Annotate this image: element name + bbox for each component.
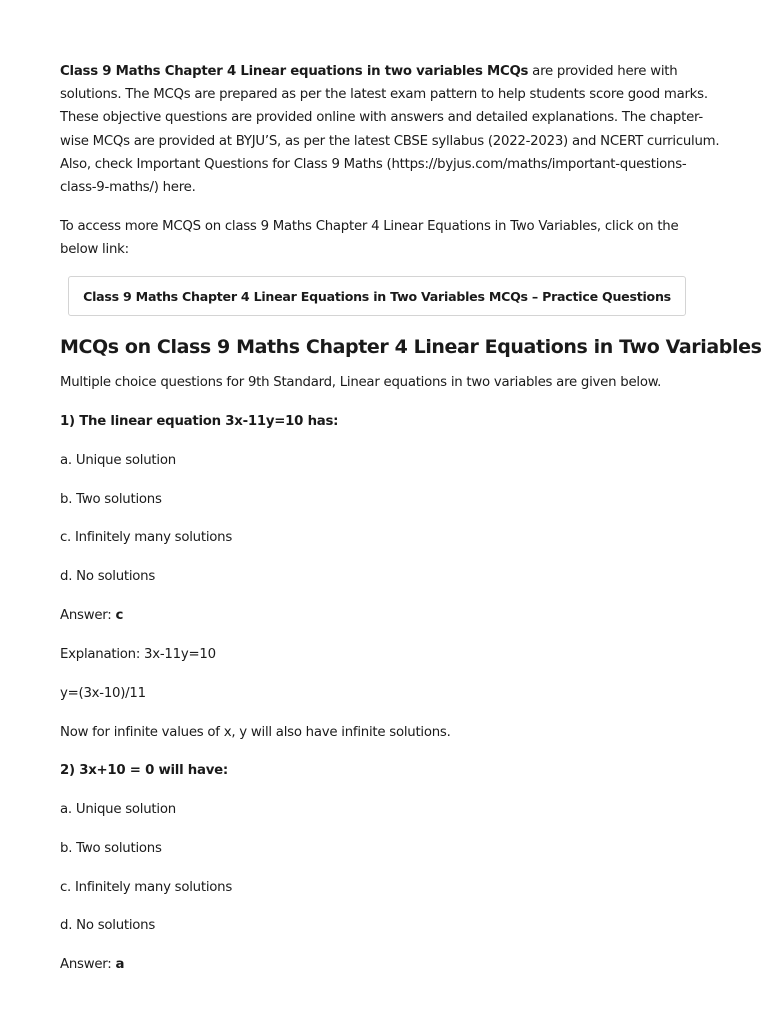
practice-questions-link[interactable]: Class 9 Maths Chapter 4 Linear Equations in Two Variables MCQs – Practice Questions [68, 276, 686, 316]
answer-value: a [115, 957, 125, 972]
access-more-text: To access more MCQS on class 9 Maths Chapter 4 Linear Equations in Two Variables, click on the below link: [60, 219, 679, 258]
answer-label: Answer: [60, 957, 116, 972]
question-1-option-a: a. Unique solution [60, 453, 176, 468]
question-2-option-c: c. Infinitely many solutions [60, 880, 233, 895]
question-1-answer [60, 608, 123, 623]
question-2-option-d: d. No solutions [60, 918, 156, 933]
intro-text: are provided here with solutions. The MCQs are prepared as per the latest exam pattern to help students score good marks. These objective questions are provided online with answers and detailed explanations. The chapter-wise MCQs are provided at BYJU’S, as per the latest CBSE syllabus (2022-2023) and NCERT curriculum. Also, check Important Questions for Class 9 Maths (https://byjus.com/maths/important-questions-class-9-maths/) here. [60, 64, 720, 196]
question-1-option-d: d. No solutions [60, 569, 156, 584]
answer-label: Answer: [60, 608, 116, 623]
section-heading: MCQs on Class 9 Maths Chapter 4 Linear Equations in Two Variables [60, 336, 762, 358]
answer-value: c [115, 608, 124, 623]
question-2-text: 2) 3x+10 = 0 will have: [60, 763, 228, 778]
question-1-option-c: c. Infinitely many solutions [60, 530, 233, 545]
question-2-answer [60, 957, 124, 972]
intro-paragraph [60, 60, 720, 199]
question-1-text: 1) The linear equation 3x-11y=10 has: [60, 414, 339, 429]
question-1-option-b: b. Two solutions [60, 492, 162, 507]
question-2-option-b: b. Two solutions [60, 841, 162, 856]
question-1-explanation-line-3: Now for infinite values of x, y will also have infinite solutions. [60, 725, 451, 740]
question-2-option-a: a. Unique solution [60, 802, 176, 817]
question-1-explanation-line-2: y=(3x-10)/11 [60, 686, 146, 701]
intro-bold-title: Class 9 Maths Chapter 4 Linear equations in two variables MCQs [60, 64, 529, 79]
question-1-explanation-line-1: Explanation: 3x-11y=10 [60, 647, 216, 662]
section-intro: Multiple choice questions for 9th Standard, Linear equations in two variables are given below. [60, 375, 662, 390]
